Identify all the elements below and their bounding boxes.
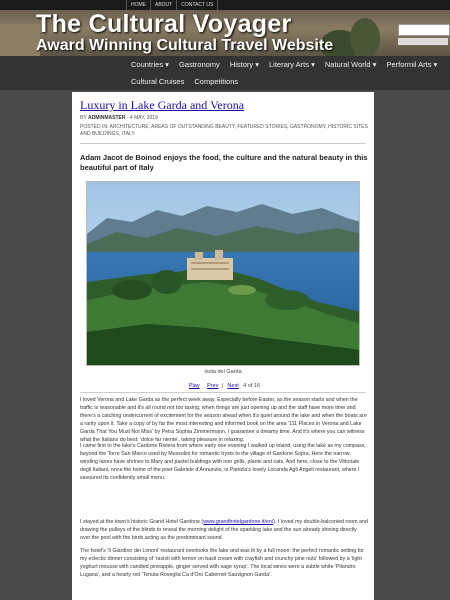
pager-separator: | bbox=[221, 383, 223, 389]
post-title[interactable]: Luxury in Lake Garda and Verona bbox=[80, 98, 245, 112]
menu-item-history[interactable]: History ▾ bbox=[229, 60, 259, 69]
paragraph-4: The hotel's 'Il Giardino dei Limoni' restaurant overlooks the lake and was lit by a full moon: the perfect romantic setting for my eclectic dinner consisting of 'ravioli with lemon on basil cream with crayfish and crunchy pine nuts' followed by a 'light yoghurt mousse with candied pineapple, ginger served with sage syrup'. The local wines were a subtle white 'Pilandro Lugana', and a hearty red 'Tenuta Roveglia Ca d'Oro Cabernet Sauvignon Garda'. bbox=[80, 548, 364, 579]
divider bbox=[80, 143, 366, 144]
post-standfirst: Adam Jacot de Boinod enjoys the food, the culture and the natural beauty in this beautiful part of Italy bbox=[80, 153, 368, 172]
post-author[interactable]: ADMINMASTER bbox=[87, 115, 126, 121]
pager-count: 4 of 16 bbox=[243, 383, 261, 389]
paragraph-1: I loved Verona and Lake Garda as the perfect week away. Especially before Easter, as the season starts and when the traffic is reasonable and it's all round not too taxing, when things are just opening up and the staff have more time and there's a catching undercurrent of excitement for the season ahead when it's quiet around the lake and when the boats are a rarity upon it. Take a copy of by far the most interesting and informed book on the area '111 Places in Verona and Lake Garda That You Must Not Miss' by Petra Sophia Zimmermann. I guarantee a dreamy time. And it's where you can witness what the Italians do best: 'dolce far niente', taking pleasure in relaxing. bbox=[80, 397, 367, 444]
post-meta bbox=[80, 115, 158, 121]
hero-photo[interactable] bbox=[86, 181, 360, 366]
play-link[interactable]: Play bbox=[188, 383, 200, 389]
header-building-image bbox=[0, 24, 40, 56]
top-nav-contact[interactable]: CONTACT US bbox=[177, 0, 218, 10]
search-button[interactable] bbox=[398, 38, 448, 45]
menu-item-countries[interactable]: Countries ▾ bbox=[131, 60, 169, 69]
top-nav-about[interactable]: ABOUT bbox=[151, 0, 177, 10]
hotel-link[interactable]: www.grandhotelgardone.it/en/ bbox=[203, 519, 274, 525]
divider bbox=[80, 392, 366, 393]
menu-item-gastronomy[interactable]: Gastronomy bbox=[178, 60, 220, 69]
search-input[interactable] bbox=[398, 24, 450, 36]
menu-item-literary-arts[interactable]: Literary Arts ▾ bbox=[269, 60, 315, 69]
paragraph-3-text: I stayed at the town's historic Grand Hotel Gardone ( bbox=[80, 519, 204, 525]
prev-link[interactable]: Prev bbox=[207, 383, 219, 389]
paragraph-2: I came first to the lake's Cardone Riviera from where early one evening I walked up inland, using the lake as my compass, beyond the Torre San Marco used by Mussolini for romantic trysts to the village of Gardone Sopra. Here the narrow, winding lanes have shrines to Mary and pastel buildings with iron grills, plants and cats. And here, close to the Vittoriale degli Italiani, once the home of the poet Gabriele d'Annunzio, is Patrizia's lovely Locanda Agli Angeli restaurant, where I savoured its confidently small menu. bbox=[80, 443, 366, 482]
by-label: BY bbox=[80, 115, 87, 121]
article-panel bbox=[72, 92, 374, 600]
top-nav bbox=[0, 0, 450, 10]
paragraph-3-text-end: ). I loved my double-balconied room and drawing the pulleys of the blinds to reveal the morning delight of the sparkling lake and the sun already shining directly over the pool with the birds acting as the predominant sound. bbox=[80, 519, 368, 542]
menu-item-natural-world[interactable]: Natural World ▾ bbox=[324, 60, 377, 69]
photo-caption: Isola del Garda bbox=[204, 369, 242, 375]
next-link[interactable]: Next bbox=[227, 383, 239, 389]
lake-photo-graphic bbox=[87, 182, 360, 366]
post-date: - 4 MAY, 2019 bbox=[126, 115, 158, 121]
slideshow-pager bbox=[72, 383, 374, 389]
site-header bbox=[0, 10, 450, 56]
site-tagline: Award Winning Cultural Travel Website bbox=[36, 37, 334, 54]
menu-item-competitions[interactable]: Competitions bbox=[194, 77, 239, 86]
post-categories[interactable]: POSTED IN: ARCHITECTURE, AREAS OF OUTSTANDING BEAUTY, FEATURED STORIES, GASTRONOMY, HISTORIC SITES AND BUILDINGS, ITALY bbox=[80, 124, 368, 137]
paragraph-3 bbox=[80, 518, 368, 542]
top-nav-home[interactable]: HOME bbox=[126, 0, 151, 10]
main-menu bbox=[0, 56, 450, 90]
main-menu-row-1 bbox=[126, 58, 442, 71]
header-tree-image-2 bbox=[350, 18, 380, 56]
menu-item-performing-arts[interactable]: Performil Arts ▾ bbox=[386, 60, 438, 69]
site-title[interactable]: The Cultural Voyager bbox=[36, 10, 292, 38]
main-menu-row-2 bbox=[126, 75, 243, 88]
menu-item-cultural-cruises[interactable]: Cultural Cruises bbox=[131, 77, 185, 86]
